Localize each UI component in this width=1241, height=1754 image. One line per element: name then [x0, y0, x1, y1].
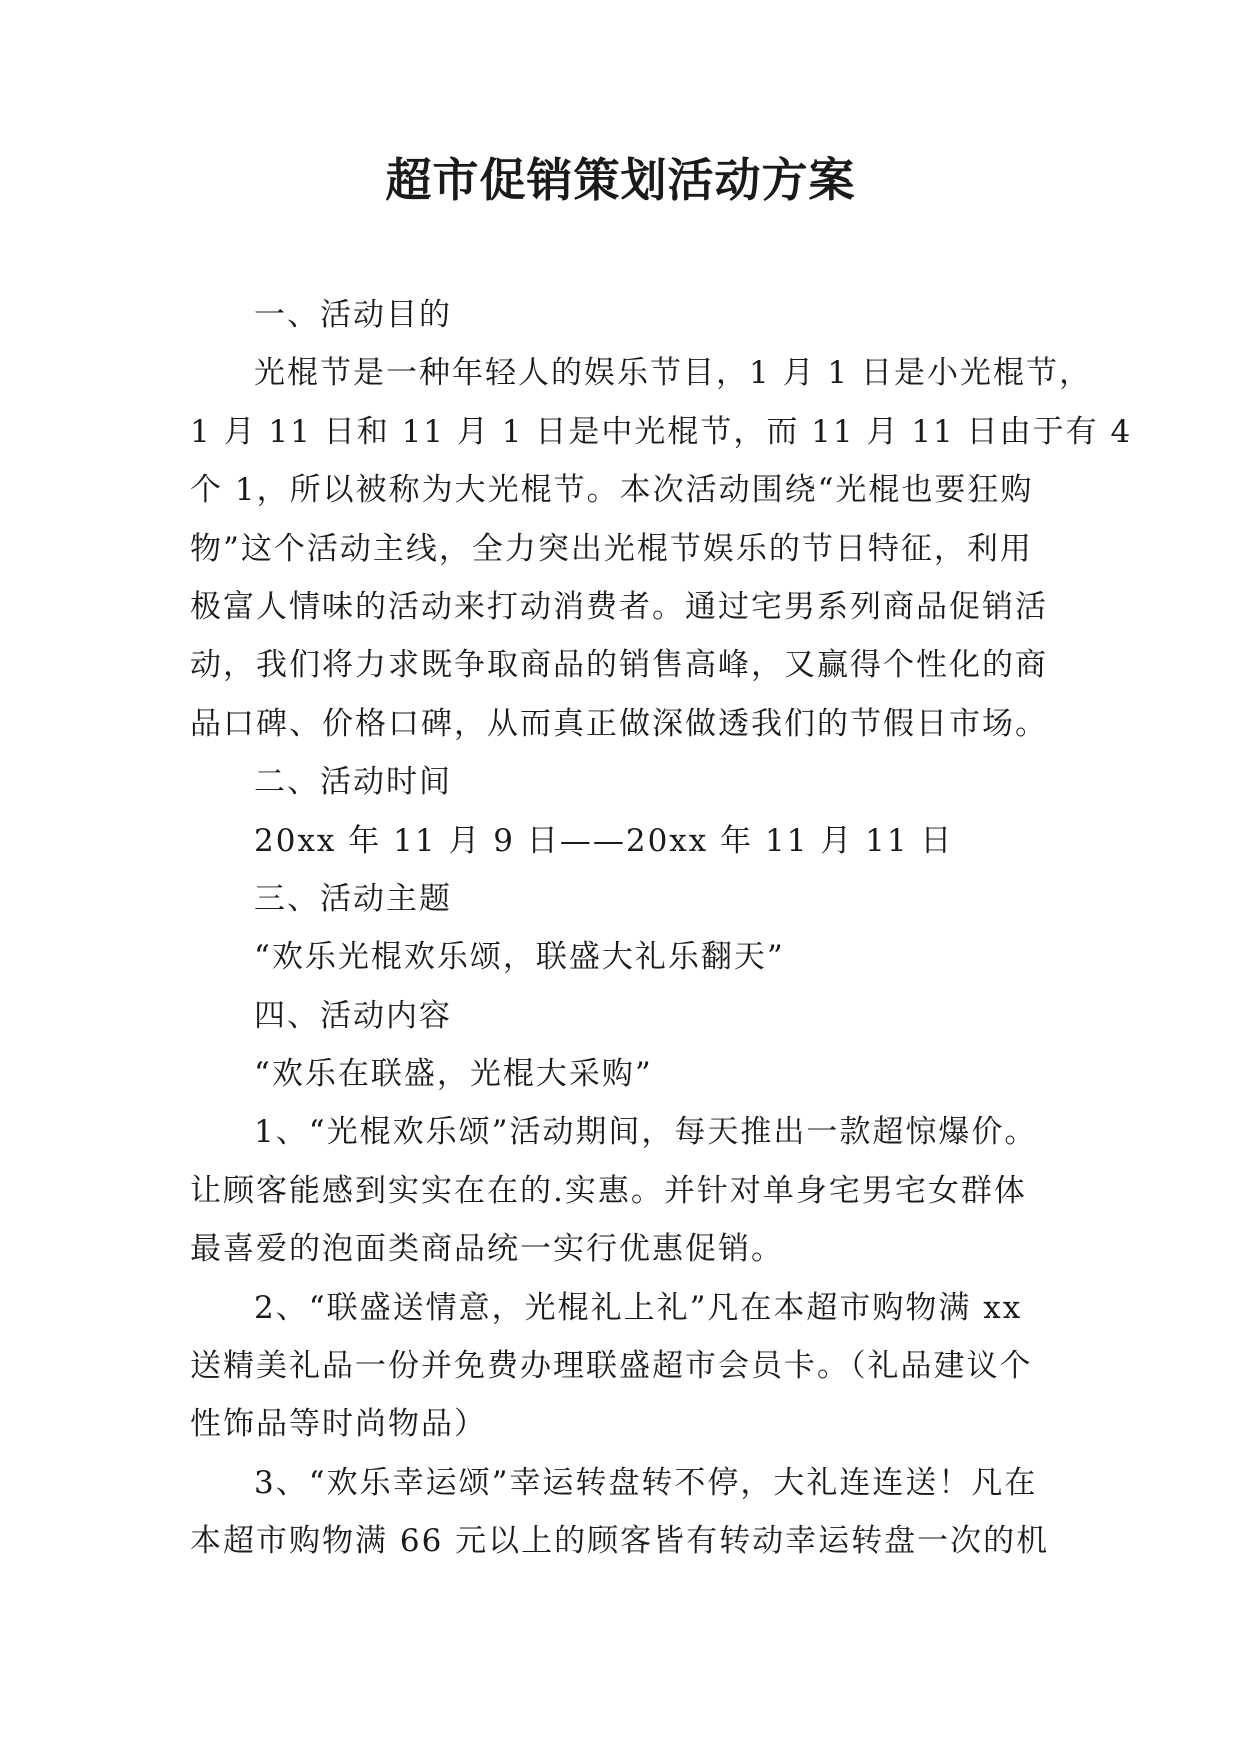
text-line: 最喜爱的泡面类商品统一实行优惠促销。	[190, 1231, 784, 1268]
text-line: 让顾客能感到实实在在的.实惠。并针对单身宅男宅女群体	[190, 1172, 1027, 1209]
heading-purpose: 一、活动目的	[254, 297, 452, 333]
text-line: 1、“光棍欢乐颂”活动期间，每天推出一款超惊爆价。	[254, 1114, 1038, 1151]
text-line: 个 1，所以被称为大光棍节。本次活动围绕“光棍也要狂购	[190, 472, 1034, 509]
text-line: 动，我们将力求既争取商品的销售高峰，又赢得个性化的商	[190, 647, 1048, 684]
text-line: 20xx 年 11 月 9 日——20xx 年 11 月 11 日	[254, 822, 954, 859]
document-body	[190, 286, 1133, 1571]
text-line: 品口碑、价格口碑，从而真正做深做透我们的节假日市场。	[190, 705, 1048, 742]
heading-content: 四、活动内容	[254, 997, 452, 1034]
document-title: 超市促销策划活动方案	[385, 153, 856, 207]
text-line: 1 月 11 日和 11 月 1 日是中光棍节，而 11 月 11 日由于有 4	[190, 413, 1133, 450]
heading-time: 二、活动时间	[254, 764, 452, 801]
text-line: 光棍节是一种年轻人的娱乐节目，1 月 1 日是小光棍节，	[254, 355, 1093, 392]
text-line: “欢乐在联盛，光棍大采购”	[254, 1056, 653, 1093]
text-line: 性饰品等时尚物品）	[190, 1406, 487, 1443]
text-line: 3、“欢乐幸运颂”幸运转盘转不停，大礼连连送！凡在	[254, 1464, 1038, 1501]
heading-theme: 三、活动主题	[254, 880, 452, 917]
text-line: 送精美礼品一份并免费办理联盛超市会员卡。（礼品建议个	[190, 1348, 1033, 1385]
text-line: “欢乐光棍欢乐颂，联盛大礼乐翻天”	[254, 939, 785, 976]
text-line: 2、“联盛送情意，光棍礼上礼”凡在本超市购物满 xx	[254, 1289, 1023, 1326]
text-line: 本超市购物满 66 元以上的顾客皆有转动幸运转盘一次的机	[190, 1523, 1050, 1560]
text-line: 物”这个活动主线，全力突出光棍节娱乐的节日特征，利用	[190, 530, 1033, 567]
text-line: 极富人情味的活动来打动消费者。通过宅男系列商品促销活	[190, 588, 1048, 625]
